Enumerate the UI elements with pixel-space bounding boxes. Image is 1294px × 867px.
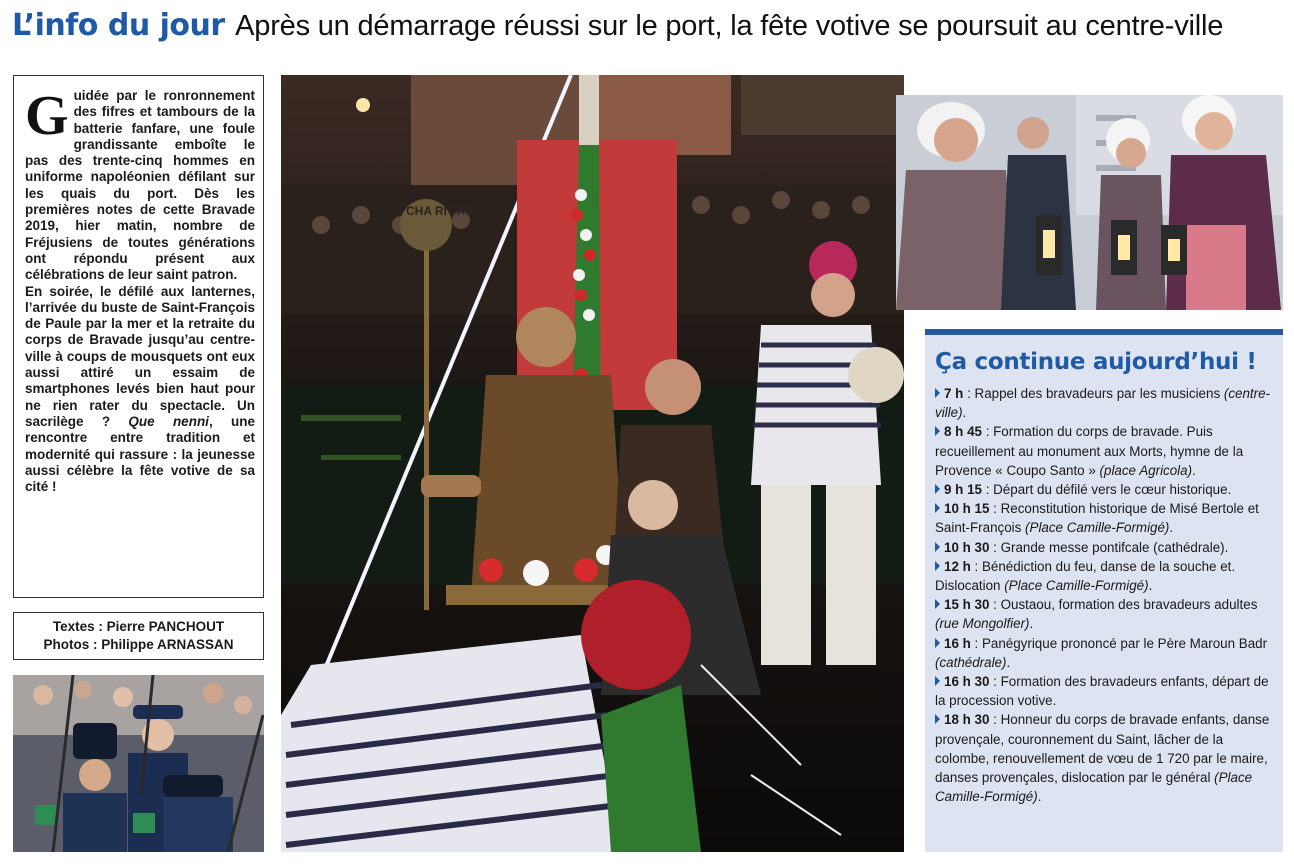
article-paragraph-2 [25, 284, 255, 496]
program-time: 15 h 30 [944, 597, 990, 613]
sidebar-title: Ça continue aujourd’hui ! [935, 349, 1257, 375]
program-punctuation: . [1148, 578, 1153, 594]
program-place: (cathédrale) [935, 654, 1007, 670]
bullet-arrow-icon [935, 426, 940, 436]
program-punctuation: . [1006, 654, 1011, 670]
paragraph-2-italic: Que nenni [128, 413, 209, 429]
program-place: (Place Camille-Formigé) [1025, 520, 1170, 536]
program-place: (Place Camille-Formigé) [935, 770, 1253, 805]
program-time: 10 h 30 [944, 539, 990, 555]
paragraph-2-end: , une rencontre entre tradition et modernité qui rassure : la jeunesse aussi célèbre la fête votive de sa cité ! [25, 413, 255, 495]
program-text: : Départ du défilé vers le cœur historique. [981, 482, 1232, 498]
program-punctuation: . [1169, 520, 1174, 536]
drop-cap: G [25, 85, 69, 147]
program-text: : Panégyrique prononcé par le Père Maroun Badr [970, 635, 1268, 651]
program-item [935, 538, 1275, 557]
program-time: 8 h 45 [944, 424, 982, 440]
bullet-arrow-icon [935, 484, 940, 494]
program-place: (rue Mongolfier) [935, 616, 1030, 632]
page-header [12, 8, 1287, 48]
program-punctuation: . [1037, 789, 1042, 805]
program-text: : Rappel des bravadeurs par les musiciens [963, 386, 1224, 401]
banner-charitas-text: CHA RI TAS [406, 204, 474, 218]
program-time: 18 h 30 [944, 712, 990, 728]
program-text: : Bénédiction du feu, danse de la souche et. Dislocation [935, 558, 1236, 594]
lanterns-illustration [896, 95, 1283, 310]
program-place: (place Agricola) [1099, 462, 1193, 478]
credits-box [13, 612, 264, 660]
program-item [935, 384, 1275, 422]
program-place: (centre-ville) [935, 386, 1271, 421]
program-time: 12 h [944, 558, 971, 574]
text-credit: Textes : Pierre PANCHOUT [52, 619, 225, 634]
bullet-arrow-icon [935, 503, 940, 513]
program-text: : Reconstitution historique de Misé Bertole et Saint-François [935, 501, 1259, 536]
bullet-arrow-icon [935, 388, 940, 398]
program-time: 9 h 15 [944, 482, 982, 498]
program-text: : Formation du corps de bravade. Puis recueillement au monument aux Morts, hymne de la Provence « Coupo Santo » [935, 424, 1244, 478]
program-item [935, 595, 1275, 633]
bullet-arrow-icon [935, 561, 940, 571]
program-item [935, 557, 1275, 595]
program-text: : Formation des bravadeurs enfants, départ de la procession votive. [935, 674, 1269, 709]
program-time: 10 h 15 [944, 501, 990, 517]
paragraph-2-start: En soirée, le défilé aux lanternes, l’arrivée du buste de Saint-François de Paule par la mer et la retraite du corps de Bravade jusqu’au centre-ville à coups de mousquets ont eux aussi attiré un essaim de smartphones levés bien haut pour ne rien rater du spectacle. Un sacrilège ? [25, 283, 255, 429]
soldiers-illustration [13, 675, 264, 852]
program-punctuation: . [1029, 616, 1034, 632]
program-item [935, 480, 1275, 499]
photo-lanterns [896, 95, 1283, 310]
program-item [935, 499, 1275, 537]
article-paragraph-1: uidée par le ronronnement des fifres et tambours de la batterie fanfare, une foule grandissante emboîte le pas des trente-cinq hommes en uniforme napoléonien défilant sur les quais du port. Dès les premières notes de cette Bravade 2019, hier matin, nombre de Fréjusiens de toutes générations ont répondu présent aux célébrations de leur saint patron. [25, 88, 255, 283]
program-sidebar [925, 329, 1283, 852]
bullet-arrow-icon [935, 676, 940, 686]
program-item [935, 634, 1275, 672]
bullet-arrow-icon [935, 542, 940, 552]
program-time: 7 h [944, 386, 964, 401]
program-time: 16 h 30 [944, 674, 990, 690]
program-item [935, 422, 1275, 480]
program-list [935, 384, 1275, 806]
program-text: : Oustaou, formation des bravadeurs adultes [989, 597, 1258, 613]
program-time: 16 h [944, 635, 971, 651]
program-punctuation: . [1192, 462, 1196, 478]
section-kicker: L’info du jour [12, 8, 225, 43]
photo-credit: Photos : Philippe ARNASSAN [43, 637, 234, 652]
program-text: : Grande messe pontifcale (cathédrale). [989, 539, 1229, 555]
bullet-arrow-icon [935, 638, 940, 648]
photo-soldiers [13, 675, 264, 852]
bullet-arrow-icon [935, 599, 940, 609]
program-text: : Honneur du corps de bravade enfants, danse provençale, couronnement du Saint, lâcher de la colombe, renouvellement de vœu de 1 720 par le maire, danses provençales, dislocation par le général [935, 712, 1270, 786]
program-place: (Place Camille-Formigé) [1004, 578, 1149, 594]
photo-procession [281, 75, 904, 852]
program-punctuation: . [962, 405, 967, 421]
bullet-arrow-icon [935, 714, 940, 724]
program-item [935, 672, 1275, 710]
program-item [935, 710, 1275, 806]
article-text-box [13, 75, 264, 598]
headline: Après un démarrage réussi sur le port, la fête votive se poursuit au centre-ville [235, 10, 1224, 42]
procession-illustration [281, 75, 904, 852]
